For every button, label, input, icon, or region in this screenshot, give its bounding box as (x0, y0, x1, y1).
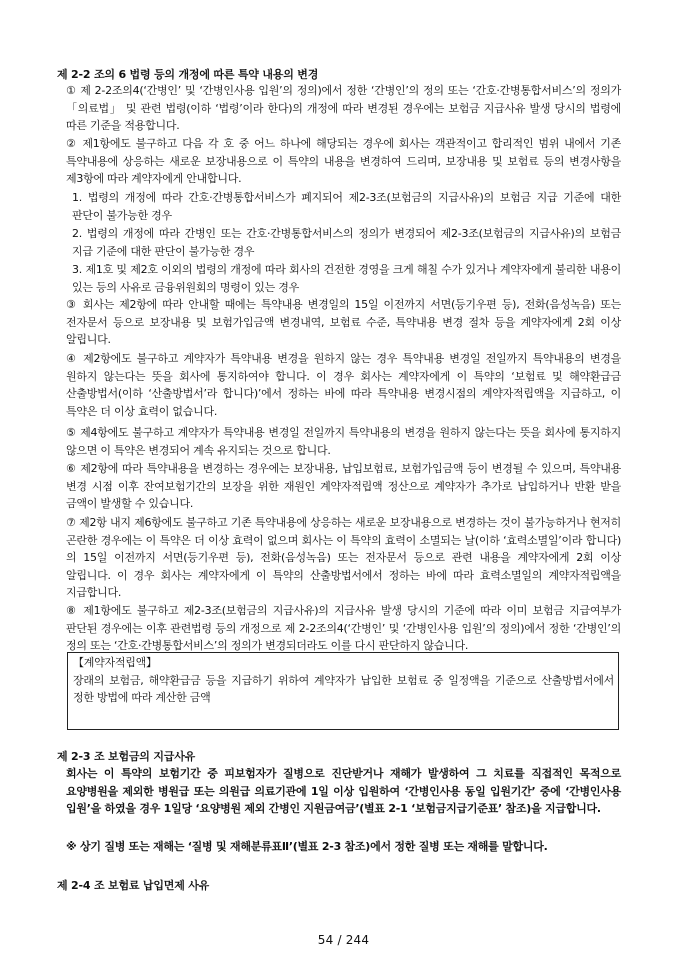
list-item-2: 2. 법령의 개정에 따라 간병인 또는 간호·간병통합서비스의 정의가 변경되어 제2-3조(보험금의 지급사유)의 보험금 지급 기준에 대한 판단이 불가능한 경우 (72, 227, 621, 258)
definition-text: 장래의 보험금, 해약환급금 등을 지급하기 위하여 계약자가 납입한 보험료 중 일정액을 기준으로 산출방법서에서 정한 방법에 따라 계산한 금액 (73, 673, 614, 705)
section-2-4-title: 제 2-4 조 보험료 납입면제 사유 (57, 879, 210, 892)
section-2-2-title: 제 2-2 조의 6 법령 등의 개정에 따른 특약 내용의 변경 (57, 68, 319, 81)
paragraph-4: ④ 제2항에도 불구하고 계약자가 특약내용 변경을 원하지 않는 경우 특약내용 변경일 전일까지 특약내용의 변경을 원하지 않는다는 뜻을 회사에 통지하여야 합니다. 이 경우 회사는 계약자에게 이 특약의 ‘보험료 및 해약환급금 산출방법서(이하 ‘산출방법서’라 합니다)’에서 정하는 바에 따라 특약내용 변경시점의 계약자적립액을 지급하고, 이 특약은 더 이상 효력이 없습니다. (66, 352, 621, 418)
paragraph-1: ① 제 2-2조의4(‘간병인’ 및 ‘간병인사용 입원’의 정의)에서 정한 ‘간병인’의 정의 또는 ‘간호·간병통합서비스’의 정의가 「의료법」 및 관련 법령(이하 ‘법령’이라 한다)의 개정에 따라 변경된 경우에는 보험금 지급사유 발생 당시의 법령에 따른 기준을 적용합니다. (66, 84, 621, 133)
section-2-3-body: 회사는 이 특약의 보험기간 중 피보험자가 질병으로 진단받거나 재해가 발생하여 그 치료를 직접적인 목적으로 요양병원을 제외한 병원급 또는 의원급 의료기관에 1일 이상 입원하여 ‘간병인사용 동일 입원기간’ 중에 ‘간병인사용 입원’을 하였을 경우 1일당 ‘요양병원 제외 간병인 지원금여금’(별표 2-1 ‘보험금지급기준표’ 참조)을 지급합니다. (66, 767, 621, 816)
page-number: 54 / 244 (317, 933, 370, 947)
paragraph-7: ⑦ 제2항 내지 제6항에도 불구하고 기존 특약내용에 상응하는 새로운 보장내용으로 변경하는 것이 불가능하거나 현저히 곤란한 경우에는 이 특약은 더 이상 효력이 없으며 회사는 이 특약의 효력이 소멸되는 날(이하 ‘효력소멸일’이라 합니다)의 15일 이전까지 서면(등기우편 등), 전화(음성녹음) 또는 전자문서 등으로 관련 내용을 계약자에게 2회 이상 알립니다. 이 경우 회사는 계약자에게 이 특약의 산출방법서에서 정하는 바에 따라 효력소멸일의 계약자적립액을 지급합니다. (66, 516, 621, 600)
paragraph-5: ⑤ 제4항에도 불구하고 계약자가 특약내용 변경일 전일까지 특약내용의 변경을 원하지 않는다는 뜻을 회사에 통지하지 않으면 이 특약은 변경되어 계속 유지되는 것으로 합니다. (66, 426, 621, 457)
definition-box (67, 652, 619, 730)
section-2-3-title: 제 2-3 조 보험금의 지급사유 (57, 750, 196, 763)
definition-title: 【계약자적립액】 (73, 656, 157, 669)
list-item-3: 3. 제1호 및 제2호 이외의 법령의 개정에 따라 회사의 건전한 경영을 크게 해칠 수가 있거나 계약자에게 불리한 내용이 있는 등의 사유로 금융위원회의 명령이 있는 경우 (72, 263, 621, 294)
paragraph-3: ③ 회사는 제2항에 따라 안내할 때에는 특약내용 변경일의 15일 이전까지 서면(등기우편 등), 전화(음성녹음) 또는 전자문서 등으로 보장내용 및 보험가입금액 변경내역, 보험료 수준, 특약내용 변경 절차 등을 계약자에게 2회 이상 알립니다. (66, 298, 621, 347)
paragraph-6: ⑥ 제2항에 따라 특약내용을 변경하는 경우에는 보장내용, 납입보험료, 보험가입금액 등이 변경될 수 있으며, 특약내용 변경 시점 이후 잔여보험기간의 보장을 위한 재원인 계약자적립액 정산으로 계약자가 추가로 납입하거나 반환 받을 금액이 발생할 수 있습니다. (66, 462, 621, 511)
section-2-3-note: ※ 상기 질병 또는 재해는 ‘질병 및 재해분류표Ⅱ’(별표 2-3 참조)에서 정한 질병 또는 재해를 말합니다. (66, 840, 548, 853)
list-item-1: 1. 법령의 개정에 따라 간호·간병통합서비스가 폐지되어 제2-3조(보험금의 지급사유)의 보험금 지급 기준에 대한 판단이 불가능한 경우 (72, 191, 621, 222)
paragraph-8: ⑧ 제1항에도 불구하고 제2-3조(보험금의 지급사유)의 지급사유 발생 당시의 기준에 따라 이미 보험금 지급여부가 판단된 경우에는 이후 관련법령 등의 개정으로 제 2-2조의4(‘간병인’ 및 ‘간병인사용 입원’의 정의)에서 정한 ‘간병인’의 정의 또는 ‘간호·간병통합서비스’의 정의가 변경되더라도 이를 다시 판단하지 않습니다. (66, 604, 621, 653)
paragraph-2: ② 제1항에도 불구하고 다음 각 호 중 어느 하나에 해당되는 경우에 회사는 객관적이고 합리적인 범위 내에서 기존 특약내용에 상응하는 새로운 보장내용으로 이 특약의 내용을 변경하여 드리며, 보장내용 및 보험료 등의 변경사항을 제3항에 따라 계약자에게 안내합니다. (66, 137, 621, 186)
